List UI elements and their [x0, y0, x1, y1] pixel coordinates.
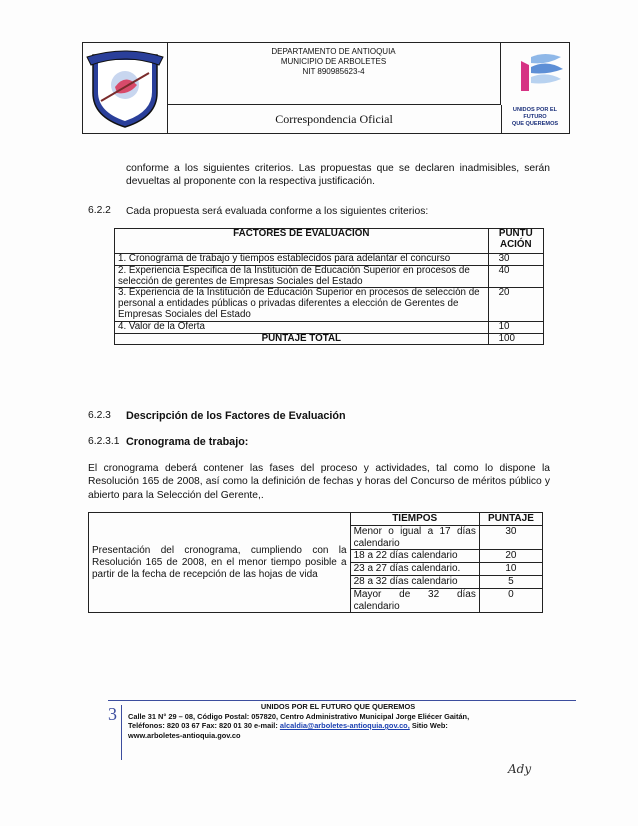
table-total-row	[115, 333, 544, 345]
municipality-name: MUNICIPIO DE ARBOLETES	[280, 57, 387, 66]
table-row	[115, 321, 544, 333]
header-score: PUNTU ACIÓN	[488, 229, 543, 254]
section-title-6-2-3-1: Cronograma de trabajo:	[126, 436, 249, 448]
section-number-6-2-3-1: 6.2.3.1	[88, 436, 120, 447]
points-cell: 30	[479, 525, 542, 550]
page-number: 3	[108, 704, 117, 724]
email-link[interactable]: alcaldia@arboletes-antioquia.gov.co,	[279, 721, 410, 730]
factor-cell: 1. Cronograma de trabajo y tiempos establecidos para adelantar el concurso	[115, 254, 489, 266]
table-header-row	[89, 513, 543, 526]
table-row	[115, 288, 544, 321]
brand-logo	[501, 43, 569, 133]
slogan-line-2: QUE QUEREMOS	[511, 121, 559, 127]
slogan-line-1: UNIDOS POR EL FUTURO	[512, 107, 558, 120]
table-row	[115, 265, 544, 288]
footer	[128, 702, 548, 740]
entity-info	[167, 43, 501, 105]
department-name: DEPARTAMENTO DE ANTIOQUIA	[271, 47, 396, 56]
time-cell: Menor o igual a 17 días calendario	[350, 525, 479, 550]
footer-contact	[128, 721, 548, 731]
points-cell: 10	[479, 563, 542, 576]
time-cell: Mayor de 32 días calendario	[350, 588, 479, 613]
handwritten-initials: Ady	[508, 762, 532, 776]
slogan	[501, 107, 569, 128]
document-type: Correspondencia Oficial	[167, 105, 502, 133]
total-score: 100	[488, 333, 543, 345]
cronograma-paragraph: El cronograma deberá contener las fases del proceso y actividades, tal como lo dispone la Resolución 165 de 2008, así como la definición de fechas y horas del Concurso de méritos público y abierto para la Selección del Gerente,.	[88, 463, 550, 501]
footer-title: UNIDOS POR EL FUTURO QUE QUEREMOS	[260, 702, 416, 711]
nit-number: NIT 890985623-4	[302, 67, 365, 76]
criteria-description: Presentación del cronograma, cumpliendo con la Resolución 165 de 2008, en el menor tiempo posible a partir de la fecha de recepción de las hojas de vida	[89, 513, 351, 613]
section-title-6-2-3: Descripción de los Factores de Evaluación	[126, 410, 346, 422]
factor-cell: 3. Experiencia de la Institución de Educación Superior en procesos de selección de personal a entidades públicas o privadas diferentes a elección de Gerentes de Empresas Sociales del Estado	[115, 288, 489, 321]
score-cell: 10	[488, 321, 543, 333]
shield-icon	[83, 43, 167, 133]
schedule-scoring-table	[88, 512, 543, 613]
evaluation-factors-table	[114, 228, 544, 345]
footer-address: Calle 31 N° 29 – 08, Código Postal: 057820, Centro Administrativo Municipal Jorge Eliécer Gaitán,	[128, 711, 470, 721]
footer-web-label: Sitio Web:	[411, 721, 448, 730]
table-header-row	[115, 229, 544, 254]
wave-logo-icon	[501, 43, 569, 107]
intro-paragraph: conforme a los siguientes criterios. Las propuestas que se declaren inadmisibles, serán devueltas al proponente con la respectiva justificación.	[126, 163, 550, 187]
table-row	[115, 254, 544, 266]
municipal-seal	[83, 43, 168, 133]
points-cell: 20	[479, 550, 542, 563]
factor-cell: 4. Valor de la Oferta	[115, 321, 489, 333]
header-factor: FACTORES DE EVALUACION	[115, 229, 489, 254]
score-cell: 30	[488, 254, 543, 266]
header-puntaje: PUNTAJE	[479, 513, 542, 526]
total-label: PUNTAJE TOTAL	[115, 333, 489, 345]
time-cell: 23 a 27 días calendario.	[350, 563, 479, 576]
score-cell: 40	[488, 265, 543, 288]
footer-divider	[108, 700, 576, 701]
points-cell: 0	[479, 588, 542, 613]
website-link[interactable]: www.arboletes-antioquia.gov.co	[128, 730, 241, 740]
score-cell: 20	[488, 288, 543, 321]
section-number-6-2-3: 6.2.3	[88, 410, 111, 421]
footer-phones: Teléfonos: 820 03 67 Fax: 820 01 30 e-mail:	[128, 721, 278, 730]
factor-cell: 2. Experiencia Especifica de la Institución de Educación Superior en procesos de selección de gerentes de Empresas Sociales del Estado	[115, 265, 489, 288]
letterhead	[82, 42, 570, 134]
footer-side-bar	[121, 705, 122, 760]
header-tiempos: TIEMPOS	[350, 513, 479, 526]
section-number-6-2-2: 6.2.2	[88, 205, 111, 216]
section-text-6-2-2: Cada propuesta será evaluada conforme a los siguientes criterios:	[126, 206, 429, 217]
time-cell: 18 a 22 días calendario	[350, 550, 479, 563]
points-cell: 5	[479, 575, 542, 588]
time-cell: 28 a 32 días calendario	[350, 575, 479, 588]
